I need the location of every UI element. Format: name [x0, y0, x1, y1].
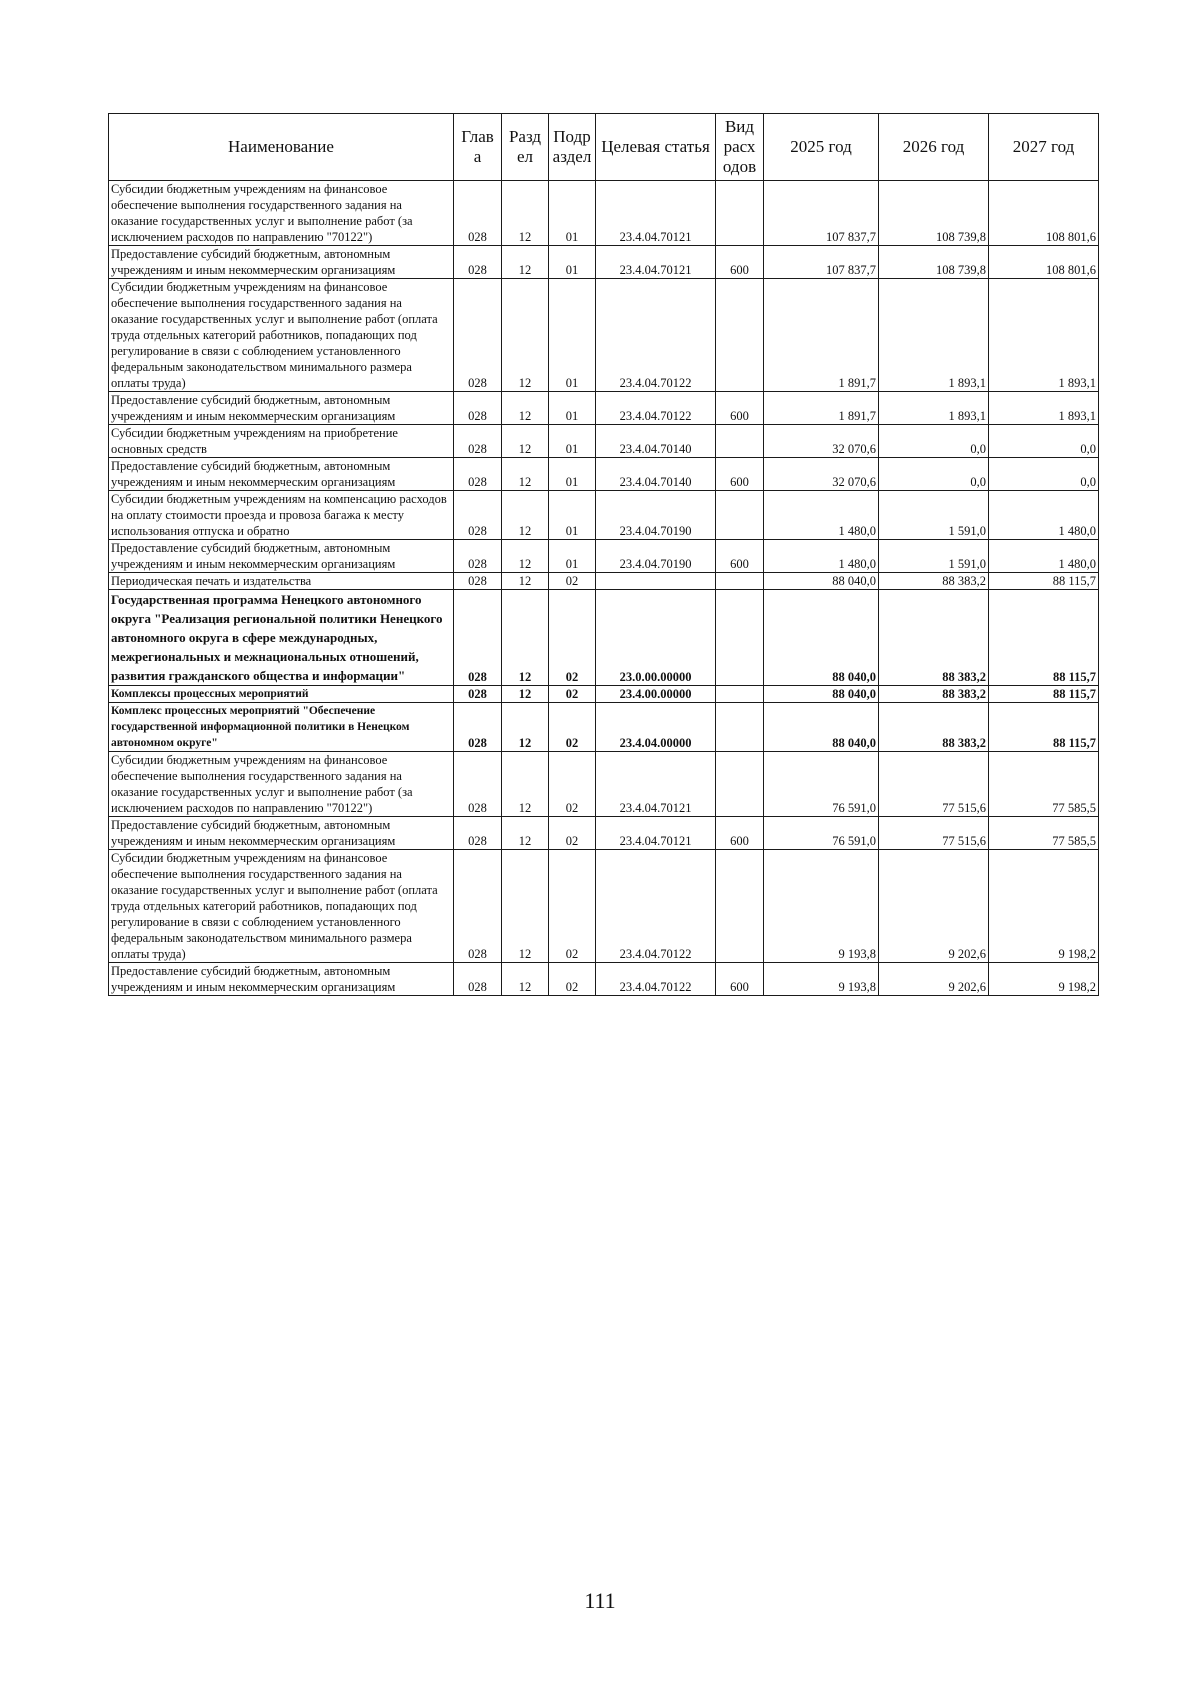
- row-glava: 028: [454, 491, 502, 540]
- row-vid: [716, 850, 764, 963]
- row-podrazdel: 01: [549, 279, 596, 392]
- row-podrazdel: 02: [549, 573, 596, 590]
- row-2025: 1 480,0: [764, 540, 879, 573]
- row-2025: 88 040,0: [764, 573, 879, 590]
- row-vid: 600: [716, 458, 764, 491]
- row-vid: [716, 686, 764, 703]
- table-row: [109, 963, 1099, 996]
- header-razdel: Разд ел: [502, 114, 549, 181]
- table-row: [109, 425, 1099, 458]
- row-2027: 9 198,2: [989, 850, 1099, 963]
- budget-table: [108, 113, 1099, 996]
- row-razdel: 12: [502, 392, 549, 425]
- row-2026: 1 893,1: [879, 392, 989, 425]
- row-2027: 1 480,0: [989, 491, 1099, 540]
- row-name: Периодическая печать и издательства: [109, 573, 454, 590]
- table-row: [109, 246, 1099, 279]
- page-number: 111: [584, 1588, 616, 1613]
- row-razdel: 12: [502, 817, 549, 850]
- row-2027: 88 115,7: [989, 686, 1099, 703]
- row-2026: 88 383,2: [879, 686, 989, 703]
- row-2027: 108 801,6: [989, 181, 1099, 246]
- row-2026: 0,0: [879, 458, 989, 491]
- row-glava: 028: [454, 181, 502, 246]
- row-podrazdel: 01: [549, 491, 596, 540]
- row-podrazdel: 02: [549, 817, 596, 850]
- row-2025: 1 480,0: [764, 491, 879, 540]
- row-razdel: 12: [502, 246, 549, 279]
- row-podrazdel: 02: [549, 963, 596, 996]
- row-target: 23.0.00.00000: [596, 590, 716, 686]
- header-target: Целевая статья: [596, 114, 716, 181]
- row-target: 23.4.04.70121: [596, 246, 716, 279]
- row-podrazdel: 01: [549, 458, 596, 491]
- row-name: Предоставление субсидий бюджетным, автономным учреждениям и иным некоммерческим организациям: [109, 817, 454, 850]
- row-podrazdel: 02: [549, 752, 596, 817]
- row-2027: 88 115,7: [989, 590, 1099, 686]
- table-row: [109, 279, 1099, 392]
- row-glava: 028: [454, 963, 502, 996]
- row-2025: 32 070,6: [764, 458, 879, 491]
- row-name: Комплексы процессных мероприятий: [109, 686, 454, 703]
- table-row: [109, 686, 1099, 703]
- table-row: [109, 458, 1099, 491]
- row-target: 23.4.04.70122: [596, 850, 716, 963]
- row-razdel: 12: [502, 686, 549, 703]
- row-target: 23.4.04.70121: [596, 817, 716, 850]
- row-razdel: 12: [502, 540, 549, 573]
- row-2025: 1 891,7: [764, 392, 879, 425]
- row-2026: 77 515,6: [879, 817, 989, 850]
- row-razdel: 12: [502, 752, 549, 817]
- row-2026: 1 591,0: [879, 540, 989, 573]
- table-row: [109, 392, 1099, 425]
- row-glava: 028: [454, 573, 502, 590]
- row-2025: 76 591,0: [764, 817, 879, 850]
- table-header-row: [109, 114, 1099, 181]
- row-name: Субсидии бюджетным учреждениям на компенсацию расходов на оплату стоимости проезда и провоза багажа к месту использования отпуска и обратно: [109, 491, 454, 540]
- table-row: [109, 817, 1099, 850]
- row-2026: 88 383,2: [879, 703, 989, 752]
- row-target: 23.4.04.70190: [596, 491, 716, 540]
- header-glava: Глав а: [454, 114, 502, 181]
- row-2027: 1 893,1: [989, 392, 1099, 425]
- row-2027: 88 115,7: [989, 703, 1099, 752]
- row-2025: 32 070,6: [764, 425, 879, 458]
- row-2025: 88 040,0: [764, 703, 879, 752]
- row-glava: 028: [454, 850, 502, 963]
- row-2027: 108 801,6: [989, 246, 1099, 279]
- row-podrazdel: 02: [549, 686, 596, 703]
- row-vid: [716, 703, 764, 752]
- row-glava: 028: [454, 458, 502, 491]
- row-vid: [716, 573, 764, 590]
- row-name: Субсидии бюджетным учреждениям на финансовое обеспечение выполнения государственного задания на оказание государственных услуг и выполнение работ (за исключением расходов по направлению "70122"): [109, 752, 454, 817]
- row-podrazdel: 01: [549, 425, 596, 458]
- row-vid: [716, 181, 764, 246]
- row-2027: 88 115,7: [989, 573, 1099, 590]
- header-podrazdel: Подр аздел: [549, 114, 596, 181]
- row-razdel: 12: [502, 963, 549, 996]
- row-razdel: 12: [502, 491, 549, 540]
- row-razdel: 12: [502, 458, 549, 491]
- row-name: Предоставление субсидий бюджетным, автономным учреждениям и иным некоммерческим организациям: [109, 246, 454, 279]
- row-2026: 88 383,2: [879, 590, 989, 686]
- row-target: 23.4.04.70122: [596, 963, 716, 996]
- row-2026: 0,0: [879, 425, 989, 458]
- row-2025: 9 193,8: [764, 963, 879, 996]
- row-podrazdel: 02: [549, 850, 596, 963]
- row-target: 23.4.04.70140: [596, 425, 716, 458]
- row-2027: 9 198,2: [989, 963, 1099, 996]
- row-glava: 028: [454, 590, 502, 686]
- table-row: [109, 181, 1099, 246]
- row-vid: [716, 425, 764, 458]
- header-2026: 2026 год: [879, 114, 989, 181]
- row-2026: 1 893,1: [879, 279, 989, 392]
- table-row: [109, 850, 1099, 963]
- row-2027: 77 585,5: [989, 752, 1099, 817]
- table-row: [109, 540, 1099, 573]
- table-row: [109, 752, 1099, 817]
- row-podrazdel: 01: [549, 181, 596, 246]
- row-razdel: 12: [502, 850, 549, 963]
- row-2025: 1 891,7: [764, 279, 879, 392]
- row-target: 23.4.04.70140: [596, 458, 716, 491]
- row-2026: 9 202,6: [879, 850, 989, 963]
- row-razdel: 12: [502, 425, 549, 458]
- table-row: [109, 590, 1099, 686]
- row-2026: 108 739,8: [879, 181, 989, 246]
- row-name: Предоставление субсидий бюджетным, автономным учреждениям и иным некоммерческим организациям: [109, 963, 454, 996]
- header-name: Наименование: [109, 114, 454, 181]
- row-vid: [716, 590, 764, 686]
- header-2025: 2025 год: [764, 114, 879, 181]
- row-podrazdel: 01: [549, 392, 596, 425]
- row-2026: 108 739,8: [879, 246, 989, 279]
- header-vid: Вид расх одов: [716, 114, 764, 181]
- row-2027: 77 585,5: [989, 817, 1099, 850]
- row-target: [596, 573, 716, 590]
- row-2025: 9 193,8: [764, 850, 879, 963]
- row-glava: 028: [454, 686, 502, 703]
- row-2027: 1 893,1: [989, 279, 1099, 392]
- row-name: Субсидии бюджетным учреждениям на приобретение основных средств: [109, 425, 454, 458]
- row-2025: 88 040,0: [764, 590, 879, 686]
- row-glava: 028: [454, 817, 502, 850]
- row-razdel: 12: [502, 573, 549, 590]
- table-row: [109, 573, 1099, 590]
- row-2026: 77 515,6: [879, 752, 989, 817]
- row-name: Предоставление субсидий бюджетным, автономным учреждениям и иным некоммерческим организациям: [109, 392, 454, 425]
- row-razdel: 12: [502, 703, 549, 752]
- row-razdel: 12: [502, 590, 549, 686]
- row-razdel: 12: [502, 181, 549, 246]
- row-podrazdel: 01: [549, 540, 596, 573]
- row-vid: [716, 491, 764, 540]
- row-name: Субсидии бюджетным учреждениям на финансовое обеспечение выполнения государственного задания на оказание государственных услуг и выполнение работ (оплата труда отдельных категорий работников, попадающих под регулирование в связи с соблюдением установленного федеральным законодательством минимального размера оплаты труда): [109, 850, 454, 963]
- row-name: Предоставление субсидий бюджетным, автономным учреждениям и иным некоммерческим организациям: [109, 458, 454, 491]
- row-razdel: 12: [502, 279, 549, 392]
- row-glava: 028: [454, 279, 502, 392]
- row-2027: 0,0: [989, 425, 1099, 458]
- table-row: [109, 491, 1099, 540]
- row-2026: 9 202,6: [879, 963, 989, 996]
- row-vid: [716, 279, 764, 392]
- row-vid: 600: [716, 246, 764, 279]
- row-target: 23.4.00.00000: [596, 686, 716, 703]
- row-target: 23.4.04.70121: [596, 181, 716, 246]
- row-2026: 1 591,0: [879, 491, 989, 540]
- row-name: Комплекс процессных мероприятий "Обеспечение государственной информационной политики в Ненецком автономном округе": [109, 703, 454, 752]
- row-2027: 0,0: [989, 458, 1099, 491]
- row-name: Субсидии бюджетным учреждениям на финансовое обеспечение выполнения государственного задания на оказание государственных услуг и выполнение работ (оплата труда отдельных категорий работников, попадающих под регулирование в связи с соблюдением установленного федеральным законодательством минимального размера оплаты труда): [109, 279, 454, 392]
- table-row: [109, 703, 1099, 752]
- row-target: 23.4.04.70122: [596, 279, 716, 392]
- row-vid: 600: [716, 963, 764, 996]
- row-2026: 88 383,2: [879, 573, 989, 590]
- row-target: 23.4.04.70122: [596, 392, 716, 425]
- row-podrazdel: 01: [549, 246, 596, 279]
- row-glava: 028: [454, 703, 502, 752]
- row-2025: 107 837,7: [764, 181, 879, 246]
- row-podrazdel: 02: [549, 703, 596, 752]
- row-2027: 1 480,0: [989, 540, 1099, 573]
- row-2025: 76 591,0: [764, 752, 879, 817]
- row-vid: 600: [716, 392, 764, 425]
- row-name: Предоставление субсидий бюджетным, автономным учреждениям и иным некоммерческим организациям: [109, 540, 454, 573]
- row-name: Субсидии бюджетным учреждениям на финансовое обеспечение выполнения государственного задания на оказание государственных услуг и выполнение работ (за исключением расходов по направлению "70122"): [109, 181, 454, 246]
- header-2027: 2027 год: [989, 114, 1099, 181]
- row-target: 23.4.04.70121: [596, 752, 716, 817]
- row-glava: 028: [454, 425, 502, 458]
- row-2025: 88 040,0: [764, 686, 879, 703]
- row-vid: [716, 752, 764, 817]
- row-glava: 028: [454, 752, 502, 817]
- row-vid: 600: [716, 540, 764, 573]
- row-name: Государственная программа Ненецкого автономного округа "Реализация региональной политики Ненецкого автономного округа в сфере международных, межрегиональных и межнациональных отношений, развития гражданского общества и информации": [109, 590, 454, 686]
- row-podrazdel: 02: [549, 590, 596, 686]
- row-glava: 028: [454, 540, 502, 573]
- row-target: 23.4.04.00000: [596, 703, 716, 752]
- row-2025: 107 837,7: [764, 246, 879, 279]
- row-glava: 028: [454, 392, 502, 425]
- row-vid: 600: [716, 817, 764, 850]
- row-glava: 028: [454, 246, 502, 279]
- row-target: 23.4.04.70190: [596, 540, 716, 573]
